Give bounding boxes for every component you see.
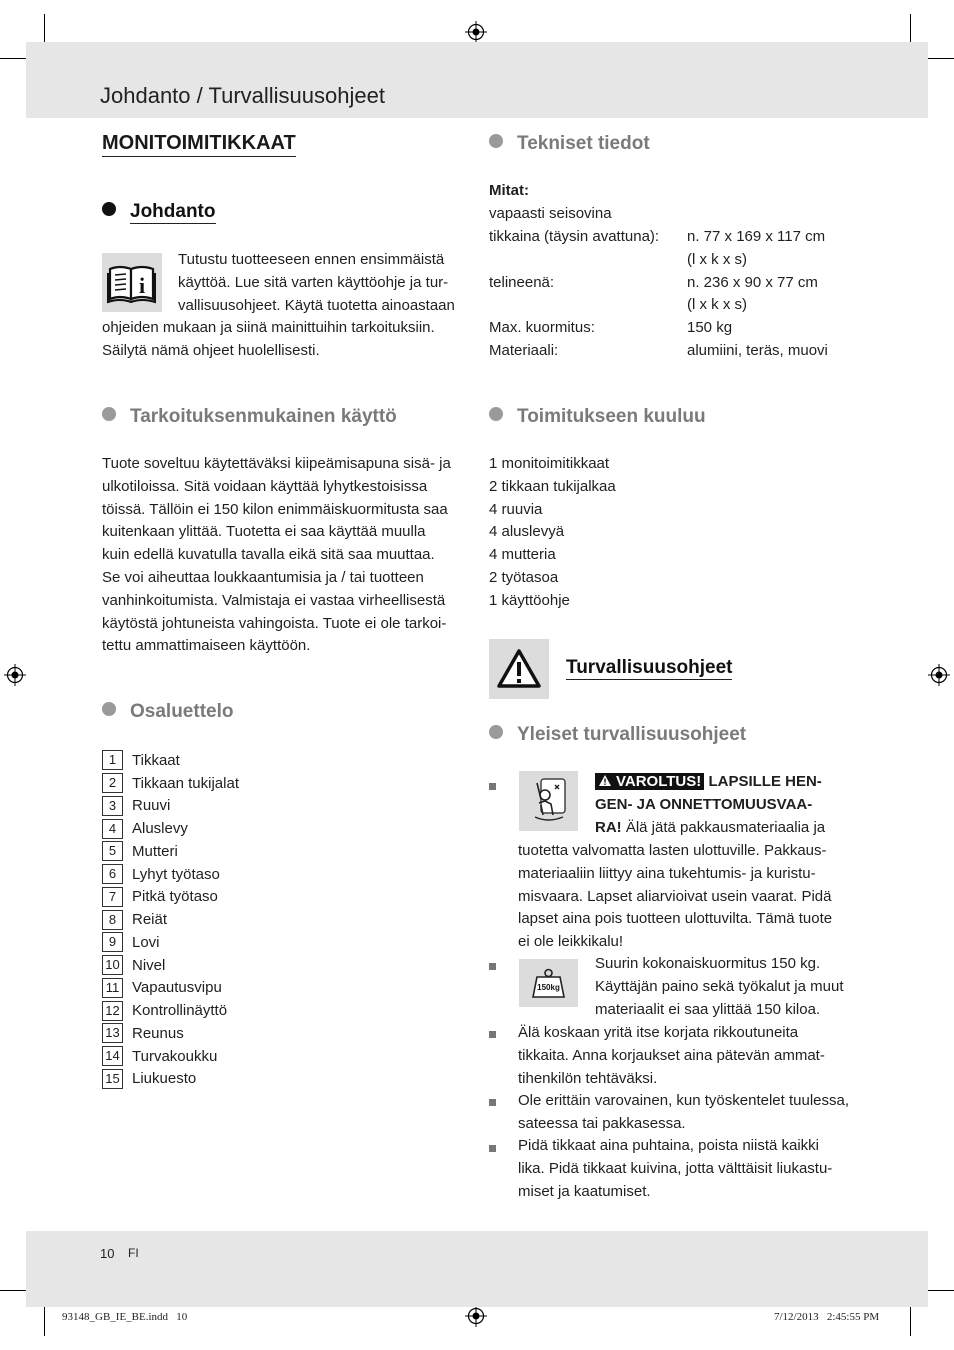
list-item: 1 Tikkaat [102,749,239,772]
product-title: MONITOIMITIKKAAT [102,131,296,157]
safety-bullet: Älä koskaan yritä itse korjata rikkoutuneita tikkaita. Anna korjaukset aina pätevän ammat- tihenkilön tehtäväksi. [518,1024,825,1087]
list-item: 8 Reiät [102,908,239,931]
bullet-dot-icon [489,725,503,739]
list-item: 12 Kontrollinäyttö [102,999,239,1022]
intro-text: ohjeiden mukaan ja siinä mainittuihin tarkoituksiin. Säilytä nämä ohjeet huolellisesti. [102,319,435,359]
section-heading-delivery: Toimitukseen kuuluu [489,405,706,429]
list-item: 4 aluslevyä [489,523,565,541]
delivery-list [489,453,616,613]
svg-text:i: i [138,273,146,298]
spec-row: tikkaina (täysin avattuna): n. 77 x 169 x 117 cm [489,228,826,245]
registration-mark-icon [465,1305,487,1327]
list-item: 3 Ruuvi [102,795,239,818]
list-item: 6 Lyhyt työtaso [102,863,239,886]
spec-row: telineenä: n. 236 x 90 x 77 cm [489,274,818,291]
list-item: 10 Nivel [102,954,239,977]
section-heading-general-safety: Yleiset turvallisuusohjeet [489,723,746,747]
section-heading-intro: Johdanto [102,200,216,224]
list-item: 2 tikkaan tukijalkaa [489,477,616,495]
safety-title: Turvallisuusohjeet [566,657,733,678]
warning-triangle-icon [489,639,549,699]
bullet-dot-icon [489,134,503,148]
parts-list [102,749,239,1090]
bullet-square-icon [489,1145,496,1152]
list-item: 4 ruuvia [489,500,543,518]
warning-badge: VAROLTUS! [595,773,704,790]
bullet-square-icon [489,1031,496,1038]
file-name: 93148_GB_IE_BE.indd 10 [62,1311,188,1323]
list-item: 4 mutteria [489,546,556,564]
dims-label: Mitat: [489,182,529,199]
child-suffocation-icon [519,771,578,831]
page-number: 10 [100,1246,115,1261]
section-heading-intended-use: Tarkoituksenmukainen käyttö [102,405,397,429]
warning-text: tuotetta valvomatta lasten ulottuville. Pakkaus- materiaaliin liittyy aina tukehtumis- ja kuristu- misvaara. Lapset aliarvioivat usein vaarat. Pidä lapset aina pois tuotteen ulottuvilta. Tämä tuote ei ole leikkikalu! [518,842,833,951]
list-item: 2 työtasoa [489,568,559,586]
list-item: 5 Mutteri [102,840,239,863]
spec-row: Materiaali: alumiini, teräs, muovi [489,342,828,359]
list-item: 13 Reunus [102,1022,239,1045]
intended-use-text: Tuote soveltuu käytettäväksi kiipeämisapuna sisä- ja ulkotiloissa. Sitä voidaan käyttää lyhytkestoisissa töissä. Tällöin ei 150 kilon enimmäiskuormitusta saa kuitenkaan ylittää. Tuotetta ei saa käyttää muulla kuin edellä kuvatulla tavalla eikä sitä saa muuttaa. Se voi aiheuttaa loukkaantumisia ja / tai tuotteen vanhinkoitumista. Valmistaja ei vastaa virheellisestä käytöstä johtuneista vahingoista. Tuote ei ole tarkoi- tettu ammattimaiseen käyttöön. [102,455,451,655]
spec-row: Max. kuormitus: 150 kg [489,319,733,336]
list-item: 7 Pitkä työtaso [102,886,239,909]
list-item: 2 Tikkaan tukijalat [102,772,239,795]
warning-text-top: VAROLTUS! LAPSILLE HEN- GEN- JA ONNETTOMUUSVAA- RA! Älä jätä pakkausmateriaalia ja [595,773,826,836]
section-heading-parts: Osaluettelo [102,700,233,724]
list-item: 4 Aluslevy [102,817,239,840]
page-title: Johdanto / Turvallisuusohjeet [100,83,385,108]
bullet-dot-icon [102,407,116,421]
footer-band [26,1231,928,1307]
registration-mark-icon [465,21,487,43]
list-item: 15 Liukuesto [102,1068,239,1091]
registration-mark-icon [4,664,26,686]
crop-mark [44,1304,45,1336]
list-item: 1 käyttöohje [489,591,570,609]
bullet-square-icon [489,963,496,970]
section-heading-tech: Tekniset tiedot [489,132,650,156]
print-date: 7/12/2013 2:45:55 PM [774,1311,880,1323]
list-item: 11 Vapautusvipu [102,977,239,1000]
bullet-dot-icon [489,407,503,421]
crop-mark [910,1304,911,1336]
max-load-icon: 150kg [519,959,578,1007]
spec-row: vapaasti seisovina [489,205,612,222]
registration-mark-icon [928,664,950,686]
intro-text-wrapped: Tutustu tuotteeseen ennen ensimmäistä käyttöä. Lue sitä varten käyttöohje ja tur- vallisuusohjeet. Käytä tuotetta ainoastaan [178,251,455,314]
bullet-square-icon [489,783,496,790]
bullet-square-icon [489,1099,496,1106]
language-code: FI [128,1246,139,1260]
manual-info-icon [102,253,162,312]
bullet-dot-icon [102,702,116,716]
list-item: 9 Lovi [102,931,239,954]
bullet-dot-icon [102,202,116,216]
list-item: 1 monitoimitikkaat [489,455,610,472]
safety-bullet: Pidä tikkaat aina puhtaina, poista niistä kaikki lika. Pidä tikkaat kuivina, jotta välttäisit liukastu- miset ja kaatumiset. [518,1137,833,1200]
list-item: 14 Turvakoukku [102,1045,239,1068]
safety-bullet: Ole erittäin varovainen, kun työskentelet tuulessa, sateessa tai pakkasessa. [518,1092,850,1132]
load-text: Suurin kokonaiskuormitus 150 kg. Käyttäjän paino sekä työkalut ja muut materiaalit ei saa ylittää 150 kiloa. [595,955,844,1018]
